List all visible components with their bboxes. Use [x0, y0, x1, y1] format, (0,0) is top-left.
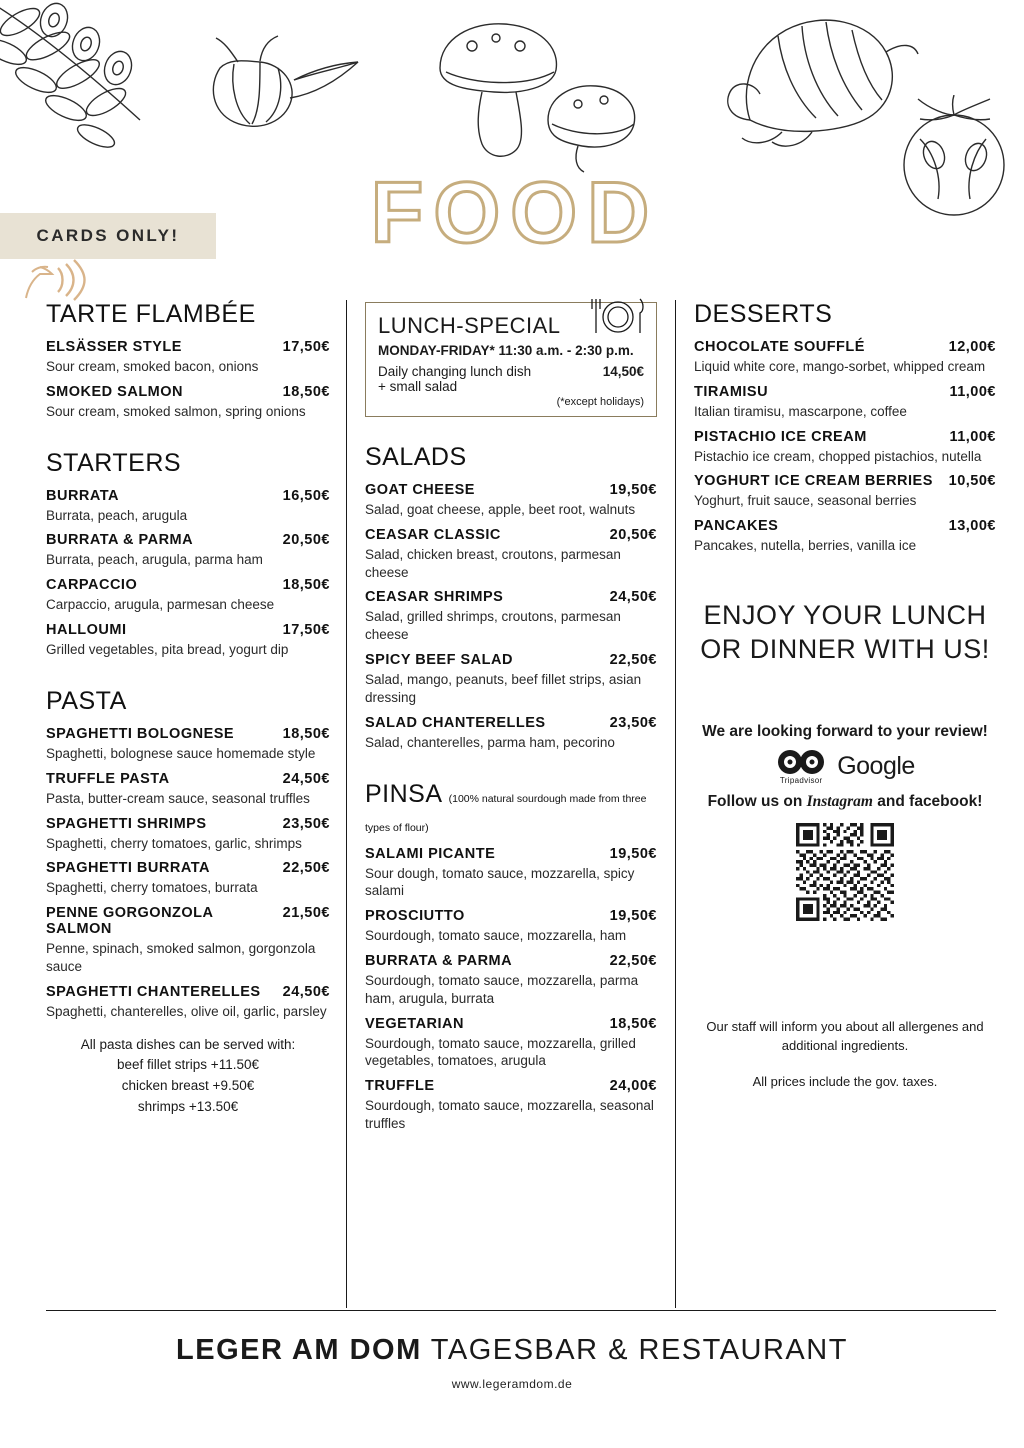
item-price: 13,00€: [948, 518, 996, 535]
instagram-label[interactable]: Instagram: [806, 792, 873, 810]
menu-item: [694, 429, 996, 466]
menu-item: [46, 726, 330, 763]
item-name: TRUFFLE PASTA: [46, 770, 170, 787]
brand-name: LEGER AM DOM: [176, 1334, 422, 1366]
follow-suffix: !: [977, 792, 983, 810]
cards-only-banner: [0, 213, 216, 259]
menu-item: [46, 771, 330, 808]
item-price: 18,50€: [282, 725, 330, 742]
section-heading-desserts: DESSERTS: [694, 300, 833, 328]
item-price: 22,50€: [609, 652, 657, 669]
item-name: SPAGHETTI BOLOGNESE: [46, 725, 235, 742]
item-description: Spaghetti, cherry tomatoes, garlic, shrimps: [46, 835, 302, 851]
pinsa-heading-note: (100% natural sourdough made from three types of flour): [365, 792, 647, 834]
item-price: 24,00€: [609, 1078, 657, 1095]
tomato-illustration: [890, 95, 1024, 225]
lunch-special-price: 14,50€: [602, 364, 644, 379]
website-url: www.legeramdom.de: [451, 1377, 573, 1391]
item-description: Salad, goat cheese, apple, beet root, walnuts: [365, 502, 636, 517]
item-name: CEASAR CLASSIC: [365, 526, 501, 543]
menu-item: [46, 622, 330, 659]
menu-item: [46, 577, 330, 614]
item-description: Salad, chanterelles, parma ham, pecorino: [365, 734, 615, 750]
lunch-special-note: (*except holidays): [556, 396, 644, 408]
item-description: Sourdough, tomato sauce, mozzarella, ham: [365, 928, 627, 944]
pasta-addon-option: shrimps +13.50€: [137, 1099, 239, 1115]
item-description: Sourdough, tomato sauce, mozzarella, seasonal truffles: [365, 1098, 654, 1131]
item-name: SPAGHETTI CHANTERELLES: [46, 983, 261, 1000]
item-price: 23,50€: [282, 815, 330, 832]
item-description: Liquid white core, mango-sorbet, whipped cream: [694, 359, 986, 374]
page-title: [330, 165, 700, 261]
item-price: 20,50€: [282, 532, 330, 549]
item-name: YOGHURT ICE CREAM BERRIES: [694, 473, 933, 490]
page-title-text: FOOD: [370, 165, 660, 261]
item-name: BURRATA & PARMA: [46, 532, 194, 549]
column-left: [46, 300, 346, 1308]
item-description: Pistachio ice cream, chopped pistachios, nutella: [694, 448, 982, 464]
footer-divider: [46, 1310, 996, 1311]
pasta-addons: [46, 1035, 330, 1119]
item-price: 24,50€: [609, 589, 657, 606]
menu-item: [365, 482, 657, 519]
item-name: SALAMI PICANTE: [365, 845, 496, 862]
item-description: Sour dough, tomato sauce, mozzarella, spicy salami: [365, 865, 635, 899]
item-description: Sour cream, smoked bacon, onions: [46, 359, 259, 374]
menu-item: [365, 1016, 657, 1071]
olive-branch-illustration: [0, 0, 190, 180]
follow-prefix: Follow us on: [707, 792, 803, 810]
menu-item: [46, 984, 330, 1021]
item-price: 18,50€: [282, 383, 330, 400]
item-price: 21,50€: [282, 905, 330, 922]
item-name: HALLOUMI: [46, 622, 127, 639]
review-block: [694, 723, 996, 921]
garlic-illustration: [190, 28, 380, 158]
item-description: Grilled vegetables, pita bread, yogurt dip: [46, 642, 289, 658]
item-price: 24,50€: [282, 983, 330, 1000]
item-name: SPAGHETTI BURRATA: [46, 860, 210, 877]
menu-item: [694, 384, 996, 421]
menu-item: [46, 339, 330, 376]
section-heading-starters: STARTERS: [46, 448, 182, 477]
menu-item: [365, 715, 657, 752]
section-heading-tarte-flambee: TARTE FLAMBÉE: [46, 300, 256, 328]
section-heading-salads: SALADS: [365, 443, 467, 471]
lunch-special-box: [365, 302, 657, 417]
review-prompt: We are looking forward to your review!: [702, 722, 988, 740]
column-right: [676, 300, 996, 1308]
item-description: Pasta, butter-cream sauce, seasonal truffles: [46, 790, 310, 806]
allergen-note: Our staff will inform you about all allergenes and additional ingredients.: [706, 1018, 984, 1054]
item-description: Salad, grilled shrimps, croutons, parmesan cheese: [365, 609, 621, 643]
section-heading-pasta: PASTA: [46, 686, 127, 715]
item-price: 22,50€: [609, 952, 657, 969]
lunch-special-heading: LUNCH-SPECIAL: [378, 313, 561, 338]
pasta-addon-option: beef fillet strips +11.50€: [117, 1057, 259, 1073]
menu-item: [365, 1078, 657, 1133]
item-description: Penne, spinach, smoked salmon, gorgonzola sauce: [46, 941, 316, 974]
item-price: 10,50€: [948, 473, 996, 490]
item-name: CARPACCIO: [46, 577, 138, 594]
footer: [0, 1334, 1024, 1391]
follow-us-line: [694, 793, 996, 811]
tripadvisor-label: Tripadvisor: [779, 775, 823, 785]
item-description: Sourdough, tomato sauce, mozzarella, parma ham, arugula, burrata: [365, 972, 639, 1006]
plate-cutlery-icon: [584, 291, 648, 342]
mushroom-illustration: [420, 10, 670, 180]
item-name: TRUFFLE: [365, 1078, 435, 1095]
item-name: ELSÄSSER STYLE: [46, 339, 182, 355]
item-name: SPAGHETTI SHRIMPS: [46, 815, 207, 832]
menu-item: [46, 384, 330, 421]
cards-only-label: CARDS ONLY!: [36, 226, 180, 245]
menu-item: [46, 905, 330, 976]
item-price: 18,50€: [282, 577, 330, 594]
item-description: Salad, chicken breast, croutons, parmesan cheese: [365, 546, 621, 580]
qr-code[interactable]: [796, 823, 894, 921]
item-price: 20,50€: [609, 526, 657, 543]
lunch-special-dish: Daily changing lunch dish: [378, 364, 532, 379]
item-description: Sourdough, tomato sauce, mozzarella, grilled vegetables, tomatoes, arugula: [365, 1035, 636, 1069]
item-description: Italian tiramisu, mascarpone, coffee: [694, 403, 907, 419]
item-description: Spaghetti, cherry tomatoes, burrata: [46, 880, 258, 896]
enjoy-line-2: OR DINNER WITH US!: [700, 633, 990, 664]
item-name: CHOCOLATE SOUFFLÉ: [694, 339, 865, 355]
menu-item: [46, 532, 330, 569]
item-description: Burrata, peach, arugula: [46, 507, 188, 523]
menu-item: [365, 652, 657, 707]
item-price: 17,50€: [282, 339, 330, 355]
item-description: Pancakes, nutella, berries, vanilla ice: [694, 538, 917, 554]
section-heading-pinsa: [365, 780, 657, 838]
column-middle: [346, 300, 676, 1308]
item-price: 17,50€: [282, 622, 330, 639]
menu-item: [46, 860, 330, 897]
menu-item: [365, 908, 657, 945]
menu-item: [46, 816, 330, 853]
item-name: CEASAR SHRIMPS: [365, 589, 504, 606]
tripadvisor-owl-icon: [775, 749, 827, 775]
item-name: PENNE GORGONZOLA SALMON: [46, 905, 213, 938]
menu-item: [694, 473, 996, 510]
item-price: 23,50€: [609, 714, 657, 731]
item-price: 11,00€: [949, 428, 996, 445]
menu-item: [365, 953, 657, 1008]
item-name: PROSCIUTTO: [365, 908, 465, 925]
menu-item: [365, 846, 657, 901]
item-price: 18,50€: [609, 1015, 657, 1032]
item-description: Carpaccio, arugula, parmesan cheese: [46, 597, 275, 613]
item-description: Sour cream, smoked salmon, spring onions: [46, 403, 306, 419]
enjoy-message: [694, 599, 996, 667]
item-name: GOAT CHEESE: [365, 482, 475, 498]
lunch-special-extra: + small salad: [378, 379, 458, 394]
menu-item: [694, 339, 996, 376]
item-price: 16,50€: [282, 487, 330, 504]
item-name: BURRATA: [46, 487, 120, 504]
item-description: Salad, mango, peanuts, beef fillet strips, asian dressing: [365, 672, 642, 705]
item-description: Burrata, peach, arugula, parma ham: [46, 552, 263, 568]
follow-and: and: [877, 792, 905, 810]
legal-notes: [694, 1017, 996, 1092]
menu-item: [365, 589, 657, 644]
item-name: VEGETARIAN: [365, 1015, 464, 1032]
pinsa-heading-text: PINSA: [365, 779, 442, 808]
item-price: 24,50€: [282, 770, 330, 787]
contactless-payment-icon: [18, 258, 108, 304]
item-name: SALAD CHANTERELLES: [365, 714, 546, 731]
pasta-addons-intro: All pasta dishes can be served with:: [80, 1036, 296, 1052]
item-description: Spaghetti, chanterelles, olive oil, garlic, parsley: [46, 1003, 327, 1019]
enjoy-line-1: ENJOY YOUR LUNCH: [703, 600, 987, 631]
menu-item: [694, 518, 996, 555]
item-name: BURRATA & PARMA: [365, 952, 513, 969]
item-name: SMOKED SALMON: [46, 383, 183, 400]
menu-item: [365, 527, 657, 582]
item-price: 19,50€: [609, 908, 657, 925]
tripadvisor-badge[interactable]: [775, 749, 827, 785]
item-description: Spaghetti, bolognese sauce homemade style: [46, 745, 316, 761]
item-name: SPICY BEEF SALAD: [365, 652, 513, 669]
item-name: TIRAMISU: [694, 383, 769, 400]
pasta-addon-option: chicken breast +9.50€: [121, 1078, 255, 1094]
brand-subtitle: TAGESBAR & RESTAURANT: [421, 1334, 848, 1366]
lunch-special-hours: MONDAY-FRIDAY* 11:30 a.m. - 2:30 p.m.: [378, 343, 634, 358]
menu-item: [46, 488, 330, 525]
restaurant-brand: [0, 1334, 1024, 1367]
item-description: Yoghurt, fruit sauce, seasonal berries: [694, 493, 917, 509]
google-label[interactable]: Google: [837, 752, 915, 781]
item-price: 12,00€: [948, 339, 996, 355]
item-price: 19,50€: [609, 482, 657, 498]
facebook-label[interactable]: facebook: [909, 792, 978, 810]
item-price: 11,00€: [949, 383, 996, 400]
item-name: PANCAKES: [694, 518, 779, 535]
item-price: 22,50€: [282, 860, 330, 877]
item-price: 19,50€: [609, 845, 657, 862]
tax-note: All prices include the gov. taxes.: [752, 1073, 938, 1089]
item-name: PISTACHIO ICE CREAM: [694, 428, 867, 445]
